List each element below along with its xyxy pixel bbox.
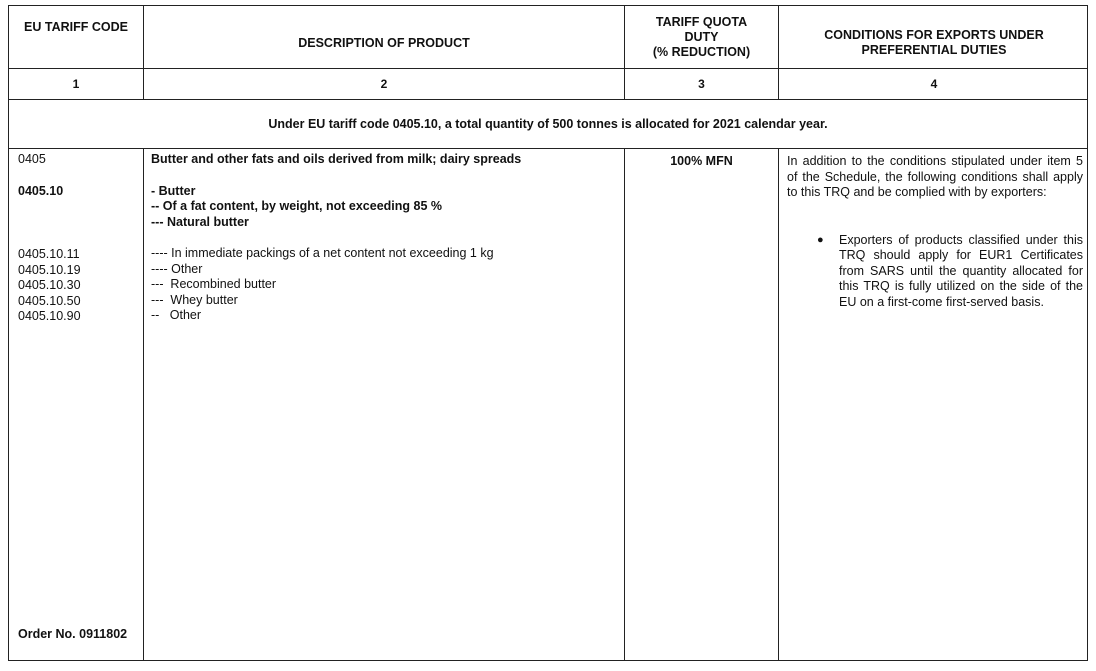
column-number-4: 4	[930, 76, 938, 91]
header-row	[9, 6, 1087, 69]
code-item: 0405.10.90	[18, 309, 81, 323]
description-sub2: -- Of a fat content, by weight, not exceeding 85 %	[151, 199, 443, 213]
column-number-row	[9, 68, 1087, 100]
code-item: 0405.10.19	[18, 262, 81, 277]
description-sub3: --- Natural butter	[151, 214, 249, 229]
code-subheading: 0405.10	[18, 183, 64, 198]
description-item: ---- Other	[151, 261, 203, 276]
header-tariff-quota-duty: TARIFF QUOTA DUTY (% REDUCTION)	[625, 6, 779, 68]
header-conditions: CONDITIONS FOR EXPORTS UNDER PREFERENTIAL DUTIES	[824, 28, 1044, 57]
column-number-3: 3	[625, 68, 779, 99]
description-item: --- Whey butter	[151, 292, 238, 307]
description-item: --- Recombined butter	[151, 277, 277, 291]
code-item: 0405.10.30	[18, 278, 81, 292]
description-heading: Butter and other fats and oils derived from milk; dairy spreads	[151, 152, 522, 166]
description-cell	[144, 148, 625, 660]
conditions-cell	[779, 148, 1089, 660]
code-item: 0405.10.11	[18, 247, 80, 261]
conditions-bullet-text: Exporters of products classified under this TRQ should apply for EUR1 Certificates from SARS until the quantity allocated for this TRQ is fully utilized on the side of the EU on a first-come first-served basis.	[839, 232, 1083, 309]
tariff-table	[8, 5, 1088, 661]
description-item: ---- In immediate packings of a net content not exceeding 1 kg	[151, 246, 494, 260]
product-row	[9, 148, 1087, 660]
tariff-codes-cell	[9, 148, 144, 660]
description-item: -- Other	[151, 308, 202, 322]
bullet-icon: ●	[817, 233, 824, 246]
conditions-bullet	[787, 233, 1083, 311]
column-number-1: 1	[9, 68, 144, 99]
code-item: 0405.10.50	[18, 293, 81, 308]
description-sub1: - Butter	[151, 183, 196, 198]
column-number-2: 2	[144, 68, 625, 99]
conditions-intro: In addition to the conditions stipulated under item 5 of the Schedule, the following conditions shall apply to this TRQ and be complied with by exporters:	[787, 154, 1083, 199]
duty-value: 100% MFN	[670, 154, 733, 168]
code-heading: 0405	[18, 152, 46, 166]
header-description: DESCRIPTION OF PRODUCT	[144, 6, 625, 68]
order-number: Order No. 0911802	[18, 626, 128, 641]
allocation-note: Under EU tariff code 0405.10, a total quantity of 500 tonnes is allocated for 2021 calendar year.	[9, 99, 1087, 149]
duty-cell	[625, 148, 779, 660]
header-eu-tariff-code: EU TARIFF CODE	[9, 6, 144, 68]
